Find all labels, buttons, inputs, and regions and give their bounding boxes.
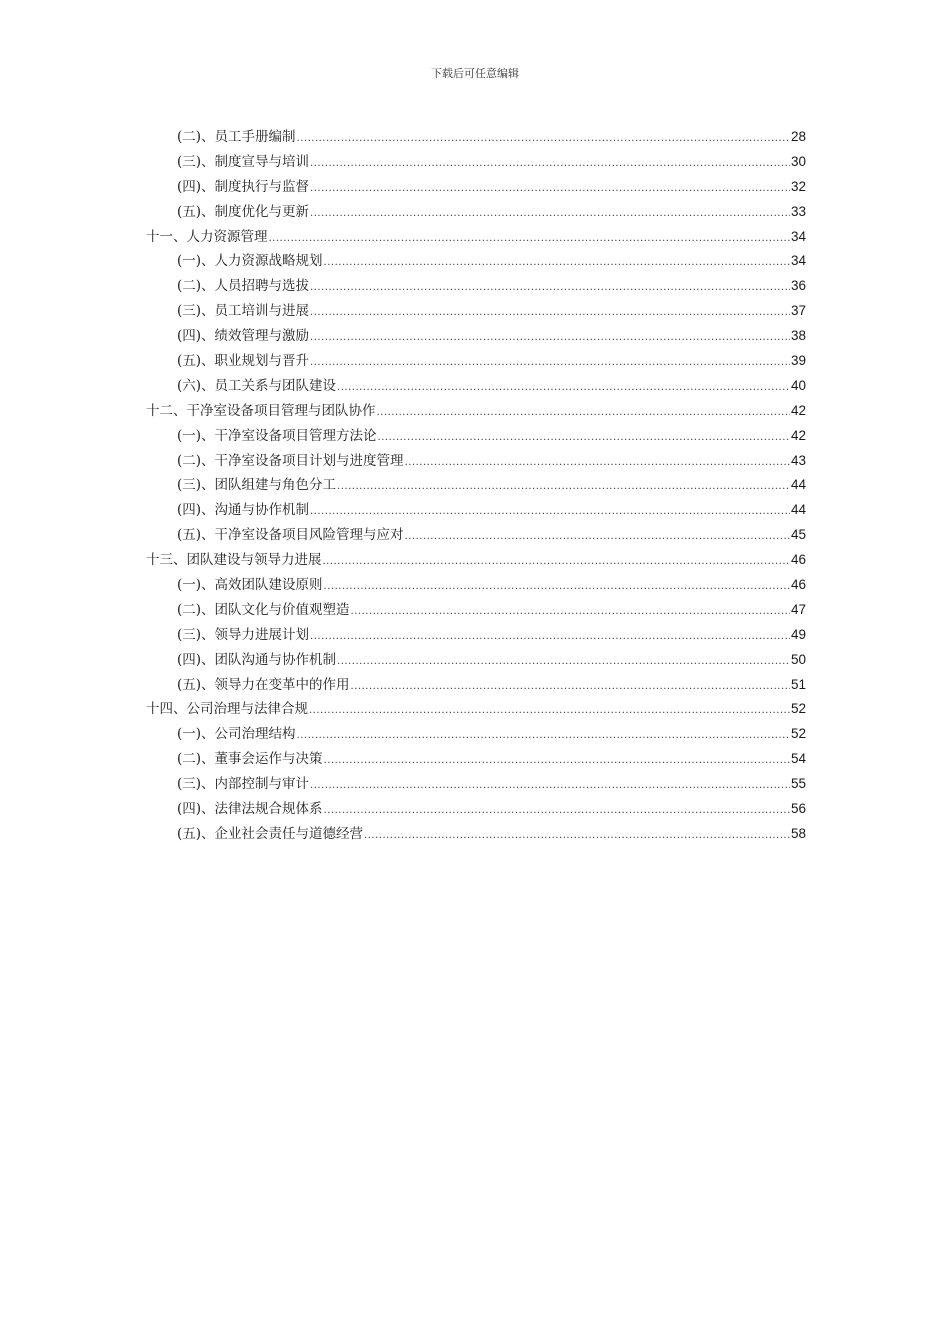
toc-page-number: 34 bbox=[790, 228, 806, 244]
toc-section-entry[interactable] bbox=[146, 498, 806, 523]
toc-entry-label: (二)、员工手册编制 bbox=[177, 129, 296, 145]
toc-entry-label: (五)、企业社会责任与道德经营 bbox=[177, 825, 364, 842]
toc-entry-label: (二)、董事会运作与决策 bbox=[177, 751, 323, 768]
toc-dot-leader bbox=[310, 152, 790, 177]
toc-page-number: 30 bbox=[790, 153, 806, 169]
toc-page-number: 46 bbox=[790, 577, 806, 593]
toc-page-number: 37 bbox=[790, 303, 806, 319]
toc-entry-label: (二)、干净室设备项目计划与进度管理 bbox=[177, 452, 404, 469]
toc-section-entry[interactable] bbox=[146, 449, 806, 474]
toc-entry-label: (四)、制度执行与监督 bbox=[177, 178, 310, 195]
toc-section-entry[interactable] bbox=[146, 648, 806, 673]
toc-dot-leader bbox=[337, 650, 790, 675]
toc-entry-label: (一)、公司治理结构 bbox=[177, 726, 296, 743]
toc-page-number: 42 bbox=[790, 427, 806, 443]
toc-entry-label: (五)、制度优化与更新 bbox=[177, 203, 310, 220]
toc-dot-leader bbox=[378, 426, 790, 451]
toc-section-entry[interactable] bbox=[146, 324, 806, 349]
toc-page-number: 40 bbox=[790, 377, 806, 393]
toc-dot-leader bbox=[323, 550, 790, 575]
toc-dot-leader bbox=[310, 326, 790, 351]
toc-entry-label: (四)、法律法规合规体系 bbox=[177, 801, 323, 818]
toc-section-entry[interactable] bbox=[146, 772, 806, 797]
toc-page-number: 47 bbox=[790, 601, 806, 617]
toc-entry-label: (四)、沟通与协作机制 bbox=[177, 502, 310, 519]
toc-dot-leader bbox=[351, 600, 790, 625]
toc-section-entry[interactable] bbox=[146, 249, 806, 274]
toc-dot-leader bbox=[324, 251, 790, 276]
toc-section-entry[interactable] bbox=[146, 349, 806, 374]
toc-entry-label: (五)、职业规划与晋升 bbox=[177, 353, 310, 370]
toc-entry-label: (二)、团队文化与价值观塑造 bbox=[177, 601, 350, 618]
toc-chapter-entry[interactable] bbox=[146, 697, 806, 722]
toc-page-number: 56 bbox=[790, 801, 806, 817]
toc-page-number: 50 bbox=[790, 651, 806, 667]
toc-dot-leader bbox=[405, 525, 790, 550]
toc-dot-leader bbox=[337, 376, 790, 401]
toc-dot-leader bbox=[297, 127, 790, 152]
toc-section-entry[interactable] bbox=[146, 797, 806, 822]
toc-entry-label: (一)、高效团队建设原则 bbox=[177, 577, 323, 594]
toc-section-entry[interactable] bbox=[146, 125, 806, 150]
toc-page-number: 46 bbox=[790, 552, 806, 568]
toc-chapter-entry[interactable] bbox=[146, 399, 806, 424]
toc-page-number: 42 bbox=[790, 402, 806, 418]
toc-entry-label: (三)、内部控制与审计 bbox=[177, 776, 310, 793]
toc-section-entry[interactable] bbox=[146, 722, 806, 747]
toc-entry-label: (三)、员工培训与进展 bbox=[177, 303, 310, 320]
toc-dot-leader bbox=[310, 177, 790, 202]
toc-section-entry[interactable] bbox=[146, 374, 806, 399]
toc-page-number: 52 bbox=[790, 701, 806, 717]
toc-page-number: 43 bbox=[790, 452, 806, 468]
toc-section-entry[interactable] bbox=[146, 299, 806, 324]
toc-dot-leader bbox=[310, 500, 790, 525]
toc-page-number: 44 bbox=[790, 502, 806, 518]
toc-dot-leader bbox=[297, 724, 790, 749]
toc-dot-leader bbox=[351, 675, 790, 700]
toc-dot-leader bbox=[377, 401, 790, 426]
toc-entry-label: (四)、团队沟通与协作机制 bbox=[177, 651, 337, 668]
toc-dot-leader bbox=[309, 699, 790, 724]
toc-page-number: 32 bbox=[790, 178, 806, 194]
toc-page-number: 52 bbox=[790, 726, 806, 742]
toc-page-number: 58 bbox=[790, 825, 806, 841]
toc-section-entry[interactable] bbox=[146, 673, 806, 698]
toc-entry-label: (三)、团队组建与角色分工 bbox=[177, 477, 337, 494]
toc-page-number: 34 bbox=[790, 253, 806, 269]
toc-section-entry[interactable] bbox=[146, 598, 806, 623]
toc-chapter-entry[interactable] bbox=[146, 225, 806, 250]
table-of-contents bbox=[146, 125, 806, 847]
toc-section-entry[interactable] bbox=[146, 175, 806, 200]
toc-page-number: 49 bbox=[790, 626, 806, 642]
toc-entry-label: (五)、领导力在变革中的作用 bbox=[177, 676, 350, 693]
toc-dot-leader bbox=[269, 227, 790, 252]
toc-entry-label: (三)、领导力进展计划 bbox=[177, 626, 310, 643]
toc-entry-label: (三)、制度宣导与培训 bbox=[177, 153, 310, 170]
toc-entry-label: (五)、干净室设备项目风险管理与应对 bbox=[177, 527, 404, 544]
toc-entry-label: 十二、干净室设备项目管理与团队协作 bbox=[146, 402, 376, 419]
toc-page-number: 44 bbox=[790, 477, 806, 493]
toc-entry-label: 十一、人力资源管理 bbox=[146, 228, 268, 245]
toc-dot-leader bbox=[324, 575, 790, 600]
toc-section-entry[interactable] bbox=[146, 523, 806, 548]
toc-dot-leader bbox=[405, 451, 790, 476]
toc-page-number: 55 bbox=[790, 776, 806, 792]
toc-page-number: 45 bbox=[790, 527, 806, 543]
toc-section-entry[interactable] bbox=[146, 573, 806, 598]
toc-dot-leader bbox=[310, 625, 790, 650]
toc-entry-label: 十四、公司治理与法律合规 bbox=[146, 701, 308, 718]
toc-section-entry[interactable] bbox=[146, 473, 806, 498]
toc-dot-leader bbox=[310, 301, 790, 326]
toc-dot-leader bbox=[310, 276, 790, 301]
page-header: 下载后可任意编辑 bbox=[431, 67, 519, 80]
toc-dot-leader bbox=[310, 351, 790, 376]
toc-entry-label: (一)、干净室设备项目管理方法论 bbox=[177, 427, 377, 444]
toc-entry-label: (六)、员工关系与团队建设 bbox=[177, 377, 337, 394]
toc-dot-leader bbox=[324, 799, 790, 824]
toc-page-number: 39 bbox=[790, 353, 806, 369]
toc-section-entry[interactable] bbox=[146, 200, 806, 225]
toc-entry-label: (四)、绩效管理与激励 bbox=[177, 328, 310, 345]
toc-page-number: 38 bbox=[790, 328, 806, 344]
toc-dot-leader bbox=[310, 202, 790, 227]
toc-section-entry[interactable] bbox=[146, 274, 806, 299]
toc-section-entry[interactable] bbox=[146, 150, 806, 175]
toc-dot-leader bbox=[337, 475, 790, 500]
toc-section-entry[interactable] bbox=[146, 424, 806, 449]
toc-page-number: 54 bbox=[790, 751, 806, 767]
toc-page-number: 51 bbox=[790, 676, 806, 692]
toc-section-entry[interactable] bbox=[146, 623, 806, 648]
toc-page-number: 36 bbox=[790, 278, 806, 294]
toc-page-number: 28 bbox=[790, 129, 806, 144]
toc-section-entry[interactable] bbox=[146, 747, 806, 772]
toc-chapter-entry[interactable] bbox=[146, 548, 806, 573]
toc-page-number: 33 bbox=[790, 203, 806, 219]
toc-dot-leader bbox=[364, 824, 790, 849]
toc-dot-leader bbox=[310, 774, 790, 799]
toc-section-entry[interactable] bbox=[146, 822, 806, 847]
toc-dot-leader bbox=[324, 749, 790, 774]
toc-entry-label: (二)、人员招聘与选拔 bbox=[177, 278, 310, 295]
toc-entry-label: 十三、团队建设与领导力进展 bbox=[146, 552, 322, 569]
toc-entry-label: (一)、人力资源战略规划 bbox=[177, 253, 323, 270]
